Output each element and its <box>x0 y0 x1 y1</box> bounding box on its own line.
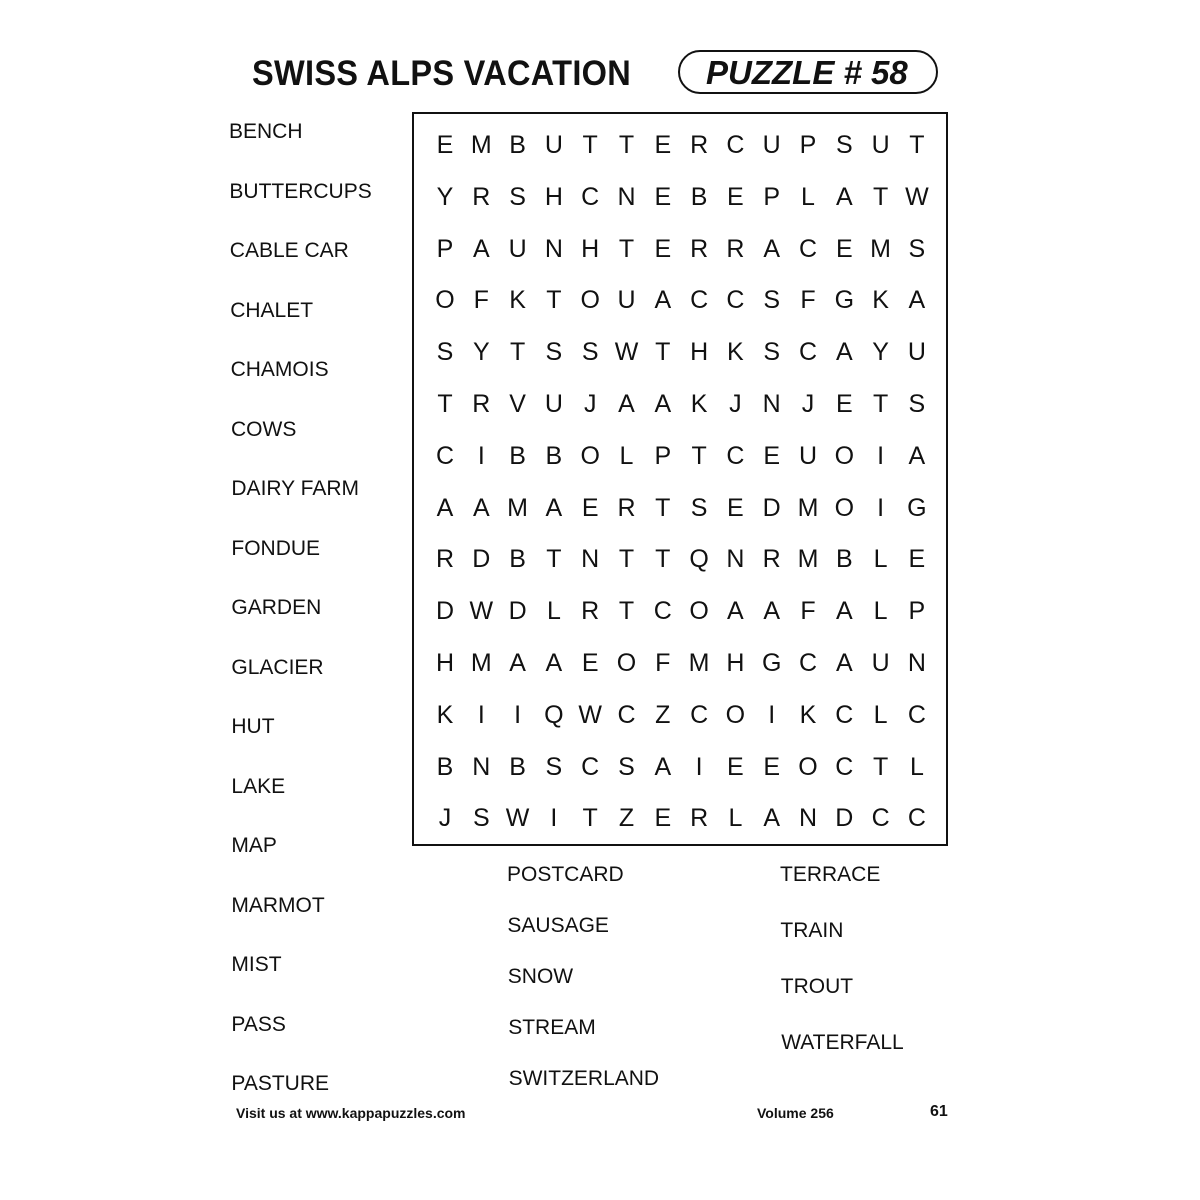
grid-letter: E <box>727 752 744 781</box>
page-number: 61 <box>930 1103 948 1120</box>
grid-letter: I <box>550 804 558 833</box>
grid-letter: M <box>797 493 819 522</box>
volume-label: Volume 256 <box>757 1105 834 1121</box>
grid-letter: T <box>618 131 635 159</box>
grid-letter: A <box>545 493 563 522</box>
grid-letter: Q <box>689 545 709 574</box>
grid-letter: T <box>618 234 635 263</box>
grid-letter: D <box>762 493 781 522</box>
grid-letter: C <box>835 700 854 729</box>
grid-letter: K <box>690 390 708 418</box>
grid-letter: T <box>437 390 453 418</box>
word-list-item: HUT <box>231 715 275 738</box>
grid-letter: R <box>581 597 600 626</box>
grid-letter: U <box>762 131 781 159</box>
word-list-item: WATERFALL <box>781 1031 904 1054</box>
grid-letter: G <box>907 493 927 522</box>
grid-letter: O <box>834 493 855 522</box>
grid-letter: U <box>907 338 926 367</box>
grid-letter: A <box>908 286 926 315</box>
grid-letter: R <box>726 234 745 263</box>
grid-letter: A <box>436 493 454 522</box>
grid-letter: T <box>618 597 635 626</box>
grid-letter: E <box>835 234 853 263</box>
grid-letter: O <box>689 597 709 626</box>
grid-letter: N <box>907 649 926 677</box>
grid-letter: E <box>654 804 672 833</box>
grid-letter: T <box>872 390 889 418</box>
grid-letter: D <box>508 597 527 626</box>
grid-letter: M <box>470 131 492 159</box>
grid-letter: J <box>438 804 452 833</box>
grid-letter: S <box>763 338 781 367</box>
grid-letter: A <box>654 752 672 781</box>
grid-letter: A <box>509 649 526 677</box>
grid-letter: T <box>655 545 671 574</box>
grid-letter: T <box>546 286 562 315</box>
grid-letter: P <box>763 182 781 211</box>
grid-letter: S <box>472 804 490 833</box>
grid-letter: A <box>908 441 926 470</box>
grid-letter: Z <box>618 804 635 833</box>
grid-letter: I <box>877 493 885 522</box>
grid-letter: C <box>581 752 600 781</box>
grid-letter: A <box>727 597 744 626</box>
grid-letter: S <box>581 338 599 367</box>
grid-letter: R <box>472 182 491 211</box>
grid-letter: B <box>509 441 526 470</box>
grid-letter: E <box>763 752 781 781</box>
grid-letter: D <box>835 804 854 833</box>
grid-letter: M <box>870 234 891 263</box>
grid-letter: M <box>507 493 528 522</box>
grid-letter: J <box>729 390 742 418</box>
grid-letter: B <box>545 441 563 470</box>
grid-letter: T <box>872 182 889 211</box>
grid-letter: R <box>690 131 709 159</box>
word-list-item: TROUT <box>780 975 854 998</box>
grid-letter: Z <box>655 700 671 729</box>
grid-letter: P <box>654 441 672 470</box>
grid-letter: E <box>436 131 454 159</box>
grid-letter: M <box>797 545 819 574</box>
grid-letter: B <box>436 752 454 781</box>
grid-letter: A <box>763 234 781 263</box>
word-list-item: CHAMOIS <box>230 358 329 381</box>
grid-letter: S <box>690 493 708 522</box>
grid-letter: A <box>835 182 853 211</box>
grid-letter: C <box>690 700 709 729</box>
grid-letter: N <box>726 545 745 574</box>
grid-letter: J <box>801 390 815 418</box>
word-list-item: MARMOT <box>231 893 325 917</box>
grid-letter: R <box>690 804 709 833</box>
grid-letter: J <box>583 390 597 418</box>
grid-letter: S <box>436 338 454 367</box>
grid-letter: T <box>691 441 707 470</box>
grid-letter: O <box>834 441 855 470</box>
grid-letter: C <box>907 804 926 833</box>
grid-letter: B <box>835 545 853 574</box>
grid-letter: L <box>801 182 815 211</box>
grid-letter: S <box>509 182 526 211</box>
word-list-item: SNOW <box>507 965 574 988</box>
grid-letter: M <box>470 649 492 677</box>
grid-letter: C <box>835 752 854 781</box>
grid-letter: U <box>798 441 818 470</box>
word-list-item: MIST <box>231 953 282 976</box>
grid-letter: T <box>655 338 671 367</box>
word-list-item: TERRACE <box>780 863 881 886</box>
grid-letter: I <box>477 700 485 729</box>
grid-letter: C <box>726 131 745 159</box>
grid-letter: N <box>581 545 600 574</box>
grid-letter: L <box>873 700 888 729</box>
grid-letter: Y <box>472 338 490 367</box>
grid-letter: E <box>727 182 744 211</box>
word-search-grid <box>412 112 948 846</box>
word-list-item: MAP <box>231 834 277 857</box>
grid-letter: O <box>725 700 746 729</box>
grid-letter: H <box>544 182 563 211</box>
grid-letter: A <box>472 234 490 263</box>
grid-letter: E <box>727 493 744 522</box>
word-list-item: CHALET <box>230 298 314 322</box>
grid-letter: H <box>435 649 455 677</box>
grid-letter: R <box>472 390 491 418</box>
grid-letter: E <box>763 441 781 470</box>
grid-letter: O <box>798 752 818 781</box>
grid-letter: I <box>477 441 485 470</box>
word-list-item: CABLE CAR <box>229 239 349 262</box>
grid-letter: L <box>909 752 924 781</box>
grid-letter: C <box>435 441 455 470</box>
grid-letter: N <box>798 804 818 833</box>
grid-letter: A <box>835 649 853 677</box>
grid-letter: W <box>905 182 929 211</box>
grid-letter: U <box>544 131 563 159</box>
grid-letter: K <box>799 700 817 729</box>
grid-letter: A <box>763 804 781 833</box>
grid-letter: K <box>872 286 889 315</box>
grid-letter: C <box>617 700 636 729</box>
puzzle-number: PUZZLE # 58 <box>706 54 908 91</box>
grid-letter: E <box>654 182 672 211</box>
grid-letter: C <box>690 286 709 315</box>
grid-letter: T <box>546 545 562 574</box>
grid-letter: A <box>654 286 672 315</box>
grid-letter: O <box>435 286 455 315</box>
grid-letter: A <box>835 338 853 367</box>
word-list-item: STREAM <box>508 1016 596 1039</box>
grid-letter: P <box>799 131 817 159</box>
grid-letter: B <box>690 182 708 211</box>
grid-letter: N <box>762 390 781 418</box>
grid-letter: B <box>509 545 526 574</box>
grid-letter: W <box>578 700 602 729</box>
grid-letter: P <box>436 234 454 263</box>
grid-letter: R <box>617 493 636 522</box>
grid-letter: N <box>544 234 563 263</box>
grid-letter: T <box>909 131 925 159</box>
grid-letter: Y <box>436 182 454 211</box>
grid-letter: A <box>472 493 490 522</box>
word-list-item: DAIRY FARM <box>231 477 359 500</box>
word-list-item: SAUSAGE <box>507 914 609 937</box>
grid-letter: K <box>727 338 744 367</box>
grid-letter: D <box>435 597 455 626</box>
grid-letter: G <box>834 286 855 315</box>
grid-letter: L <box>546 597 561 626</box>
grid-letter: E <box>835 390 853 418</box>
grid-letter: T <box>582 804 598 833</box>
grid-letter: L <box>728 804 743 833</box>
grid-letter: S <box>763 286 781 315</box>
grid-letter: T <box>618 545 635 574</box>
word-list-item: SWITZERLAND <box>508 1067 660 1090</box>
grid-letter: W <box>614 338 639 367</box>
grid-letter: C <box>726 441 745 470</box>
grid-letter: R <box>762 545 781 574</box>
grid-letter: E <box>654 131 672 159</box>
grid-letter: H <box>690 338 709 367</box>
grid-letter: S <box>545 338 563 367</box>
grid-letter: A <box>654 390 672 418</box>
word-list-item: TRAIN <box>780 919 844 942</box>
grid-letter: O <box>616 649 637 677</box>
puzzle-title: SWISS ALPS VACATION <box>252 54 632 93</box>
word-list-item: GARDEN <box>231 596 322 619</box>
grid-letter: C <box>907 700 926 729</box>
grid-letter: O <box>580 441 600 470</box>
grid-letter: R <box>690 234 709 263</box>
word-list-item: COWS <box>231 417 297 441</box>
word-list-item: BENCH <box>229 120 303 143</box>
grid-letter: C <box>798 338 818 367</box>
grid-letter: N <box>472 752 491 781</box>
grid-letter: R <box>435 545 455 574</box>
grid-letter: C <box>726 286 745 315</box>
grid-letter: S <box>618 752 635 781</box>
grid-letter: I <box>695 752 703 781</box>
grid-letter: U <box>617 286 636 315</box>
grid-letter: A <box>618 390 635 418</box>
grid-letter: F <box>473 286 489 315</box>
word-list-item: GLACIER <box>231 655 324 679</box>
grid-letter: K <box>436 700 454 729</box>
grid-letter: D <box>472 545 491 574</box>
grid-letter: E <box>908 545 926 574</box>
grid-letter: C <box>581 182 600 211</box>
grid-letter: L <box>619 441 634 470</box>
grid-letter: T <box>872 752 889 781</box>
grid-letter: S <box>908 234 926 263</box>
word-list-item: PASTURE <box>231 1072 330 1095</box>
grid-letter: I <box>877 441 885 470</box>
grid-letter: Q <box>544 700 564 729</box>
grid-letter: U <box>871 131 890 159</box>
grid-letter: S <box>908 390 926 418</box>
grid-letter: E <box>654 234 672 263</box>
grid-letter: C <box>871 804 890 833</box>
grid-letter: E <box>581 493 599 522</box>
grid-letter: E <box>581 649 599 677</box>
grid-letter: N <box>617 182 636 211</box>
grid-letter: C <box>798 234 818 263</box>
grid-letter: U <box>508 234 527 263</box>
word-list-item: LAKE <box>231 774 286 798</box>
grid-letter: F <box>655 649 671 677</box>
grid-letter: I <box>514 700 522 729</box>
grid-letter: I <box>768 700 776 729</box>
grid-letter: W <box>505 804 530 833</box>
grid-letter: P <box>908 597 926 626</box>
grid-letter: C <box>653 597 672 626</box>
grid-letter: A <box>545 649 563 677</box>
grid-letter: B <box>509 131 526 159</box>
grid-letter: W <box>469 597 494 626</box>
grid-letter: U <box>544 390 563 418</box>
grid-letter: G <box>761 649 782 677</box>
word-list-item: POSTCARD <box>507 863 624 886</box>
website-link: Visit us at www.kappapuzzles.com <box>236 1105 466 1121</box>
word-list-item: BUTTERCUPS <box>229 179 372 203</box>
grid-letter: Y <box>872 338 889 367</box>
grid-letter: H <box>581 234 600 263</box>
grid-letter: H <box>726 649 745 677</box>
grid-letter: V <box>509 390 526 418</box>
grid-letter: L <box>873 545 888 574</box>
grid-letter: F <box>800 597 816 626</box>
word-list-item: PASS <box>231 1012 286 1036</box>
grid-letter: A <box>835 597 853 626</box>
grid-letter: A <box>763 597 781 626</box>
grid-letter: U <box>871 649 890 677</box>
grid-letter: F <box>800 286 816 315</box>
grid-letter: T <box>509 338 526 367</box>
grid-letter: C <box>798 649 818 677</box>
grid-letter: T <box>655 493 671 522</box>
puzzle-number-badge <box>678 50 938 94</box>
grid-letter: S <box>835 131 853 159</box>
grid-letter: S <box>545 752 563 781</box>
grid-letter: K <box>509 286 526 315</box>
word-list-item: FONDUE <box>231 536 321 560</box>
grid-letter: O <box>580 286 600 315</box>
grid-letter: B <box>509 752 526 781</box>
grid-letter: L <box>873 597 888 626</box>
grid-letter: T <box>582 131 598 159</box>
grid-letter: M <box>688 649 710 677</box>
